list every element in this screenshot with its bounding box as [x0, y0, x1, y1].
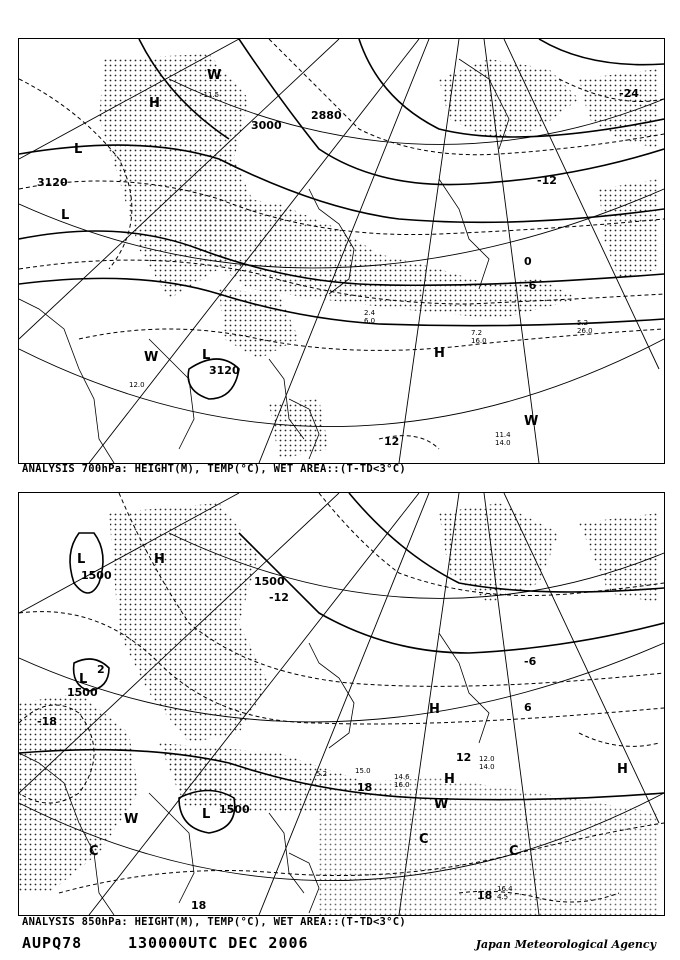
station-value: 12.0 — [479, 755, 495, 763]
station-value: 2.4 — [364, 309, 376, 317]
height-label: 1500 — [254, 575, 285, 588]
height-label: 3120 — [37, 176, 68, 189]
height-label: 3000 — [251, 119, 282, 132]
temperature-label: 18 — [477, 889, 493, 902]
height-label: 2880 — [311, 109, 342, 122]
system-label: L — [77, 552, 86, 567]
temperature-label: 18 — [357, 781, 373, 794]
system-label: C — [419, 832, 429, 847]
station-value: 26.0 — [577, 327, 593, 335]
station-value: 16.4 — [497, 885, 513, 893]
system-label: W — [124, 812, 139, 827]
temperature-label: -6 — [524, 279, 537, 292]
system-label: W — [434, 797, 449, 812]
station-value: 16.0 — [394, 781, 410, 789]
station-value: 15.0 — [355, 767, 371, 775]
system-label: L — [202, 807, 211, 822]
station-value: 16.0 — [471, 337, 487, 345]
system-label: H — [429, 702, 440, 717]
station-value: 14.6 — [394, 773, 410, 781]
temperature-label: 12 — [384, 435, 400, 448]
analysis-time: 130000UTC DEC 2006 — [128, 934, 309, 952]
system-label: L — [61, 208, 70, 223]
station-value: 5.2 — [316, 770, 328, 778]
system-label: H — [149, 96, 160, 111]
map-panel-850hpa — [18, 492, 665, 916]
system-label: L — [79, 672, 88, 687]
system-label: C — [89, 844, 99, 859]
system-label: L — [202, 348, 211, 363]
temperature-label: 18 — [191, 899, 207, 912]
system-label: W — [524, 414, 539, 429]
temperature-label: -6 — [524, 655, 537, 668]
station-value: 12.0 — [129, 381, 145, 389]
caption-700hpa: ANALYSIS 700hPa: HEIGHT(M), TEMP(°C), WET AREA::(T-TD<3°C) — [22, 463, 407, 475]
chart-code: AUPQ78 — [22, 934, 83, 952]
height-label: 1500 — [219, 803, 250, 816]
temperature-label: 2 — [97, 663, 105, 676]
system-label: C — [509, 844, 519, 859]
station-value: 11.4 — [495, 431, 511, 439]
map-700hpa-drawing — [19, 39, 664, 463]
temperature-label: 0 — [524, 255, 532, 268]
temperature-label: 12 — [456, 751, 472, 764]
caption-850hpa: ANALYSIS 850hPa: HEIGHT(M), TEMP(°C), WET AREA::(T-TD<3°C) — [22, 916, 407, 928]
station-value: 6.0 — [364, 317, 376, 325]
station-value: 7.2 — [471, 329, 483, 337]
temperature-label: -12 — [269, 591, 289, 604]
temperature-label: -24 — [619, 87, 639, 100]
system-label: H — [444, 772, 455, 787]
map-850hpa-drawing — [19, 493, 664, 915]
wet-area-shading — [99, 54, 659, 459]
system-label: W — [144, 350, 159, 365]
station-value: 14.0 — [479, 763, 495, 771]
height-label: 1500 — [67, 686, 98, 699]
station-value: 14.0 — [495, 439, 511, 447]
map-panel-700hpa — [18, 38, 665, 464]
station-value: 4.5 — [497, 893, 509, 901]
system-label: H — [434, 346, 445, 361]
height-label: 1500 — [81, 569, 112, 582]
station-value: -11.5 — [201, 91, 220, 99]
system-label: W — [207, 68, 222, 83]
system-label: L — [74, 142, 83, 157]
agency-credit: Japan Meteorological Agency — [475, 938, 656, 951]
temperature-label: 6 — [524, 701, 532, 714]
system-label: H — [617, 762, 628, 777]
system-label: H — [154, 552, 165, 567]
temperature-label: -12 — [537, 174, 557, 187]
height-label: 3120 — [209, 364, 240, 377]
station-value: 5.2 — [577, 319, 589, 327]
temperature-label: -18 — [37, 715, 57, 728]
wet-area-shading — [19, 503, 659, 915]
